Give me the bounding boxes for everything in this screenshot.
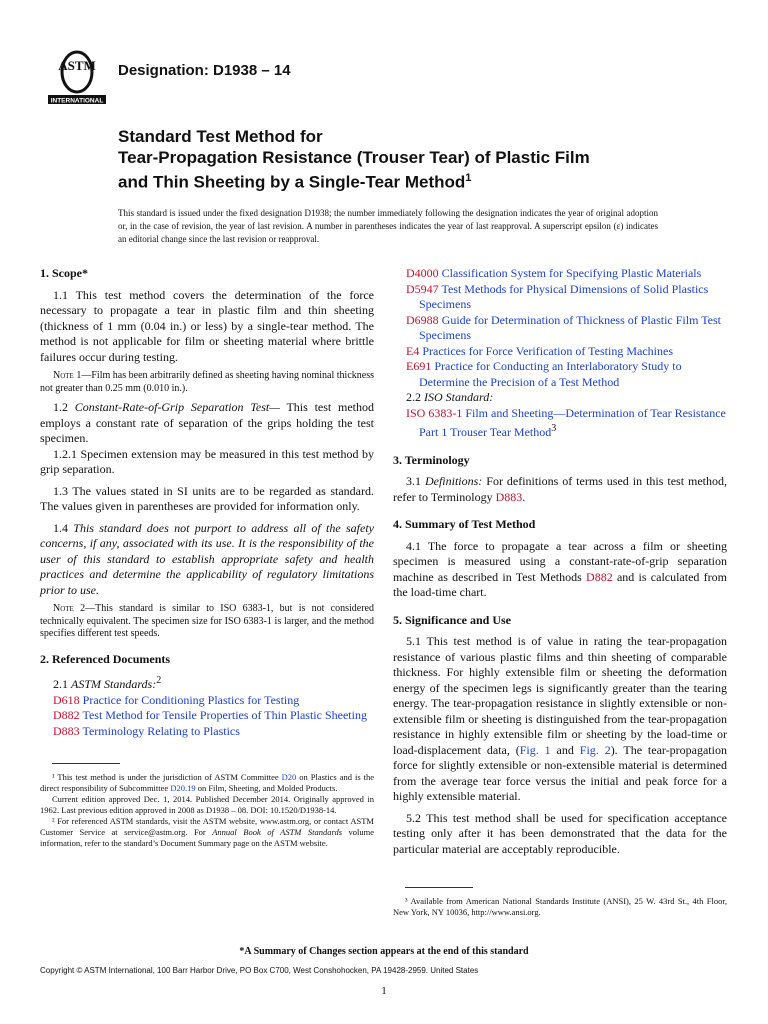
ref-link-iso-6383-1[interactable]: ISO 6383-1 Film and Sheeting—Determination of Tear Resistance Part 1 Trouser Tear Method$^3$ <box>406 405 726 439</box>
designation: Designation: D1938 – 14 <box>118 62 291 79</box>
page-number: 1 <box>381 985 387 997</box>
footnote-1: ¹ This test method is under the jurisdiction of ASTM Committee D20 on Plastics and is the direct responsibility of Subcommittee D20.19 on Film, Sheeting, and Molded Products. <box>40 772 374 793</box>
ref-link-d4000[interactable]: D4000 Classification System for Specifying Plastic Materials <box>406 266 702 280</box>
standard-intro: This standard is issued under the fixed designation D1938; the number immediately following the designation indicates the year of original adoption or, in the case of revision, the year of last revision. A number in parentheses indicates the year of last reapproval. A superscript epsilon (ε) indicates an editorial change since the last revision or reapproval. <box>118 208 658 244</box>
ref-link-d5947[interactable]: D5947 Test Methods for Physical Dimensions of Solid Plastics Specimens <box>406 281 709 311</box>
figure-1-link[interactable]: Fig. 1 <box>519 742 551 757</box>
paragraph-1-3: 1.3 The values stated in SI units are to be regarded as standard. The values given in parentheses are provided for information only. <box>40 483 374 513</box>
referenced-documents-heading: 2. Referenced Documents <box>40 651 171 666</box>
paragraph-1-2: 1.2 Constant-Rate-of-Grip Separation Test— This test method employs a constant rate of separation of the grips holding the test specimen. <box>40 400 375 445</box>
note-2: Note 2—This standard is similar to ISO 6383-1, but is not considered technically equivalent. The specimen size for ISO 6383-1 is larger, and the method specifies different test speeds. <box>40 603 374 639</box>
logo-subtext: INTERNATIONAL <box>50 97 104 105</box>
right-column <box>393 266 727 918</box>
paragraph-2-2: 2.2 ISO Standard: <box>406 390 494 404</box>
ref-link-d6988[interactable]: D6988 Guide for Determination of Thickness of Plastic Film Test Specimens <box>406 312 722 342</box>
subcommittee-link-d2019[interactable]: D20.19 <box>170 783 196 793</box>
ref-link-d883[interactable]: D883 Terminology Relating to Plastics <box>53 723 240 738</box>
paragraph-1-4: 1.4 This standard does not purport to address all of the safety concerns, if any, associated with its use. It is the responsibility of the user of this standard to establish appropriate safety and health practices and determine the applicability of regulatory limitations prior to use. <box>40 520 374 597</box>
title-line-3: and Thin Sheeting by a Single-Tear Method$^1$ <box>118 172 472 192</box>
committee-link-d20[interactable]: D20 <box>281 772 297 782</box>
summary-heading: 4. Summary of Test Method <box>393 517 536 531</box>
paragraph-4-1: 4.1 The force to propagate a tear across a film or sheeting specimen is measured using a constant-rate-of-grip separation machine as described in Test Methods D882 and is calculated from the load-time chart. <box>393 538 727 599</box>
figure-2-link[interactable]: Fig. 2 <box>579 742 611 757</box>
footnote-divider <box>52 763 120 764</box>
document-title <box>118 126 718 193</box>
paragraph-5-1: 5.1 This test method is of value in rating the tear-propagation resistance of various plastic films and thin sheeting of comparable thickness. For highly extensible film or sheeting the deformation energy of the specimen legs is significantly greater than the tearing energy. The tear-propagation resistance in slightly extensible or non-extensible film or sheeting is distinguished from the tear-propagation resistance in highly extensible film or sheeting by the load-time or load-displacement data, (Fig. 1 and Fig. 2). The tear-propagation force for slightly extensible or non-extensible material is determined from the average tear force versus the initial and peak force for a highly extensible material. <box>393 634 727 803</box>
footnote-divider-right <box>405 887 473 888</box>
scope-heading: 1. Scope* <box>40 266 88 280</box>
footnote-3: ³ Available from American National Standards Institute (ANSI), 25 W. 43rd St., 4th Floor, New York, NY 10036, http://www.ansi.org. <box>393 896 727 917</box>
copyright-notice: Copyright © ASTM International, 100 Barr Harbor Drive, PO Box C700, West Conshohocken, PA 19428-2959. United States <box>40 966 479 975</box>
terminology-link-d883[interactable]: D883 <box>495 489 523 504</box>
paragraph-3-1: 3.1 Definitions: For definitions of terms used in this test method, refer to Terminology D883. <box>393 474 727 504</box>
ref-link-d618[interactable]: D618 Practice for Conditioning Plastics for Testing <box>53 692 300 707</box>
paragraph-1-2-1: 1.2.1 Specimen extension may be measured in this test method by grip separation. <box>40 446 374 476</box>
title-footnote-marker: 1 <box>465 172 472 184</box>
note-1: Note 1—Film has been arbitrarily defined as sheeting having nominal thickness not greater than 0.25 mm (0.010 in.). <box>40 370 374 394</box>
ref-link-e691[interactable]: E691 Practice for Conducting an Interlaboratory Study to Determine the Precision of a Test Method <box>406 359 682 389</box>
ref-link-d882[interactable]: D882 Test Method for Tensile Properties of Thin Plastic Sheeting <box>53 708 367 722</box>
footnote-1-edition: Current edition approved Dec. 1, 2014. Published December 2014. Originally approved in 1962. Last previous edition approved in 2008 as D1938 – 08. DOI: 10.1520/D1938-14. <box>40 794 374 815</box>
summary-of-changes-note: *A Summary of Changes section appears at the end of this standard <box>239 946 529 957</box>
paragraph-1-1: 1.1 This test method covers the determination of the force necessary to propagate a tear in plastic film and thin sheeting (thickness of 1 mm (0.04 in.) or less) by a single-tear method. The method is not applicable for film or sheeting material where brittle failures occur during testing. <box>40 287 374 364</box>
terminology-heading: 3. Terminology <box>393 452 470 467</box>
logo-text: ASTM <box>58 58 96 73</box>
ref-link-e4[interactable]: E4 Practices for Force Verification of Testing Machines <box>406 343 673 358</box>
astm-logo <box>44 50 110 106</box>
title-line-2: Tear-Propagation Resistance (Trouser Tear) of Plastic Film <box>118 148 590 167</box>
test-method-link-d882[interactable]: D882 <box>586 569 613 584</box>
paragraph-2-1: 2.1 ASTM Standards:$^2$ <box>53 675 162 691</box>
left-column <box>40 266 374 849</box>
paragraph-5-2: 5.2 This test method shall be used for specification acceptance testing only after it has been demonstrated that the data for the particular material are acceptably reproducible. <box>393 810 727 856</box>
significance-heading: 5. Significance and Use <box>393 612 512 627</box>
footnote-2: ² For referenced ASTM standards, visit the ASTM website, www.astm.org, or contact ASTM Customer Service at service@astm.org. For Annual Book of ASTM Standards volume information, refer to the standard’s Document Summary page on the ASTM website. <box>40 816 375 848</box>
title-line-1: Standard Test Method for <box>118 127 323 146</box>
